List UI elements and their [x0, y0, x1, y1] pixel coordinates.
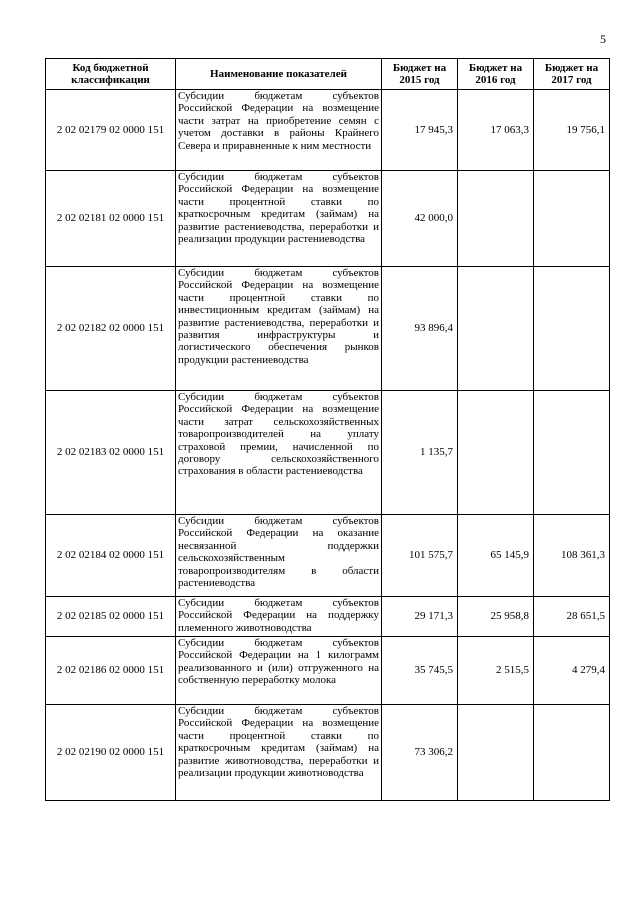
row-budget-2017: 19 756,1 [534, 90, 610, 171]
table-row [46, 597, 610, 637]
row-code: 2 02 02185 02 0000 151 [46, 597, 176, 637]
table-row [46, 171, 610, 267]
budget-table [45, 58, 610, 801]
row-budget-2015: 42 000,0 [382, 171, 458, 267]
row-name: Субсидии бюджетам субъектов Российской Федерации на оказание несвязанной поддержки сельскохозяйственным товаропроизводителям в области растениеводства [176, 515, 382, 597]
row-budget-2016 [458, 267, 534, 391]
row-code: 2 02 02182 02 0000 151 [46, 267, 176, 391]
row-budget-2016: 17 063,3 [458, 90, 534, 171]
row-budget-2015: 73 306,2 [382, 705, 458, 801]
row-budget-2017: 28 651,5 [534, 597, 610, 637]
row-name: Субсидии бюджетам субъектов Российской Федерации на возмещение части затрат на приобретение семян с учетом доставки в районы Крайнего Севера и приравненные к ним местности [176, 90, 382, 171]
header-budget-2017: Бюджет на 2017 год [534, 59, 610, 90]
row-name: Субсидии бюджетам субъектов Российской Федерации на возмещение части затрат сельскохозяйственных товаропроизводителей на уплату страховой премии, начисленной по договору сельскохозяйственного страхования в области растениеводства [176, 391, 382, 515]
row-budget-2017 [534, 705, 610, 801]
row-name: Субсидии бюджетам субъектов Российской Федерации на возмещение части процентной ставки по краткосрочным кредитам (займам) на развитие животноводства, переработки и реализации продукции животноводства [176, 705, 382, 801]
row-code: 2 02 02179 02 0000 151 [46, 90, 176, 171]
row-code: 2 02 02184 02 0000 151 [46, 515, 176, 597]
table-row [46, 637, 610, 705]
page-number: 5 [600, 32, 606, 46]
row-budget-2016 [458, 391, 534, 515]
table-row [46, 391, 610, 515]
header-row [46, 59, 610, 90]
row-name: Субсидии бюджетам субъектов Российской Федерации на возмещение части процентной ставки по краткосрочным кредитам (займам) на развитие растениеводства, переработки и реализации продукции растениеводства [176, 171, 382, 267]
row-budget-2016: 25 958,8 [458, 597, 534, 637]
header-name: Наименование показателей [176, 59, 382, 90]
row-budget-2015: 17 945,3 [382, 90, 458, 171]
table-row [46, 515, 610, 597]
row-budget-2017 [534, 171, 610, 267]
row-budget-2016 [458, 705, 534, 801]
row-budget-2015: 1 135,7 [382, 391, 458, 515]
header-budget-2015: Бюджет на 2015 год [382, 59, 458, 90]
row-name: Субсидии бюджетам субъектов Российской Федерации на 1 килограмм реализованного и (или) отгруженного на собственную переработку молока [176, 637, 382, 705]
row-budget-2016 [458, 171, 534, 267]
row-budget-2015: 29 171,3 [382, 597, 458, 637]
row-name: Субсидии бюджетам субъектов Российской Федерации на поддержку племенного животноводства [176, 597, 382, 637]
row-budget-2017 [534, 267, 610, 391]
table-row [46, 705, 610, 801]
row-budget-2015: 101 575,7 [382, 515, 458, 597]
row-budget-2017: 108 361,3 [534, 515, 610, 597]
table-header [46, 59, 610, 90]
table-row [46, 267, 610, 391]
header-budget-2016: Бюджет на 2016 год [458, 59, 534, 90]
row-code: 2 02 02181 02 0000 151 [46, 171, 176, 267]
row-budget-2016: 2 515,5 [458, 637, 534, 705]
row-budget-2017 [534, 391, 610, 515]
table-row [46, 90, 610, 171]
header-code: Код бюджетной классификации [46, 59, 176, 90]
row-code: 2 02 02183 02 0000 151 [46, 391, 176, 515]
row-budget-2015: 93 896,4 [382, 267, 458, 391]
row-code: 2 02 02190 02 0000 151 [46, 705, 176, 801]
row-budget-2017: 4 279,4 [534, 637, 610, 705]
table-body [46, 90, 610, 801]
row-budget-2016: 65 145,9 [458, 515, 534, 597]
row-name: Субсидии бюджетам субъектов Российской Федерации на возмещение части процентной ставки по инвестиционным кредитам (займам) на развитие растениеводства, переработки и развития инфраструктуры и логистического обеспечения рынков продукции растениеводства [176, 267, 382, 391]
row-code: 2 02 02186 02 0000 151 [46, 637, 176, 705]
row-budget-2015: 35 745,5 [382, 637, 458, 705]
